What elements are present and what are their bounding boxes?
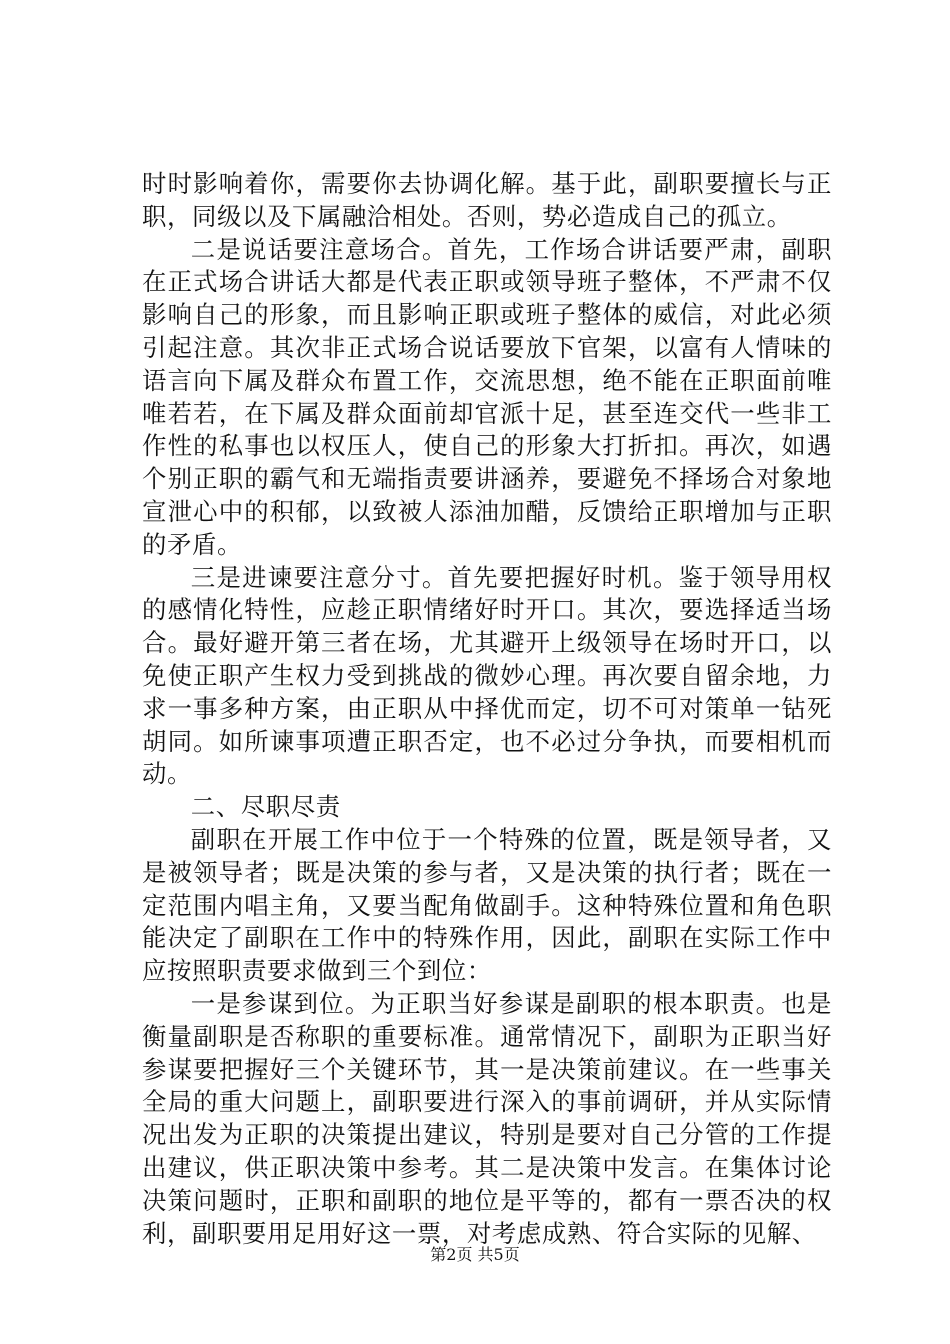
paragraph-5: 一是参谋到位。为正职当好参谋是副职的根本职责。也是衡量副职是否称职的重要标准。通常情况下，副职为正职当好参谋要把握好三个关键环节，其一是决策前建议。在一些事关全局的重大问题上，副职要进行深入的事前调研，并从实际情况出发为正职的决策提出建议，特别是要对自己分管的工作提出建议，供正职决策中参考。其二是决策中发言。在集体讨论决策问题时，正职和副职的地位是平等的，都有一票否决的权利，副职要用足用好这一票，对考虑成熟、符合实际的见解、 — [142, 988, 832, 1248]
section-heading: 二、尽职尽责 — [190, 792, 341, 822]
document-body — [142, 168, 832, 1250]
page-footer: 第2页 共5页 — [430, 1245, 520, 1264]
paragraph-4: 副职在开展工作中位于一个特殊的位置，既是领导者，又是被领导者；既是决策的参与者，又是决策的执行者；既在一定范围内唱主角，又要当配角做副手。这种特殊位置和角色职能决定了副职在工作中的特殊作用，因此，副职在实际工作中应按照职责要求做到三个到位： — [142, 824, 832, 986]
paragraph-3: 三是进谏要注意分寸。首先要把握好时机。鉴于领导用权的感情化特性，应趁正职情绪好时开口。其次，要选择适当场合。最好避开第三者在场，尤其避开上级领导在场时开口，以免使正职产生权力受到挑战的微妙心理。再次要自留余地，力求一事多种方案，由正职从中择优而定，切不可对策单一钻死胡同。如所谏事项遭正职否定，也不必过分争执，而要相机而动。 — [142, 562, 832, 789]
paragraph-1: 时时影响着你，需要你去协调化解。基于此，副职要擅长与正职，同级以及下属融洽相处。否则，势必造成自己的孤立。 — [142, 169, 832, 231]
paragraph-2: 二是说话要注意场合。首先，工作场合讲话要严肃，副职在正式场合讲话大都是代表正职或领导班子整体，不严肃不仅影响自己的形象，而且影响正职或班子整体的威信，对此必须引起注意。其次非正式场合说话要放下官架，以富有人情味的语言向下属及群众布置工作，交流思想，绝不能在正职面前唯唯若若，在下属及群众面前却官派十足，甚至连交代一些非工作性的私事也以权压人，使自己的形象大打折扣。再次，如遇个别正职的霸气和无端指责要讲涵养，要避免不择场合对象地宣泄心中的积郁，以致被人添油加醋，反馈给正职增加与正职的矛盾。 — [142, 234, 832, 559]
